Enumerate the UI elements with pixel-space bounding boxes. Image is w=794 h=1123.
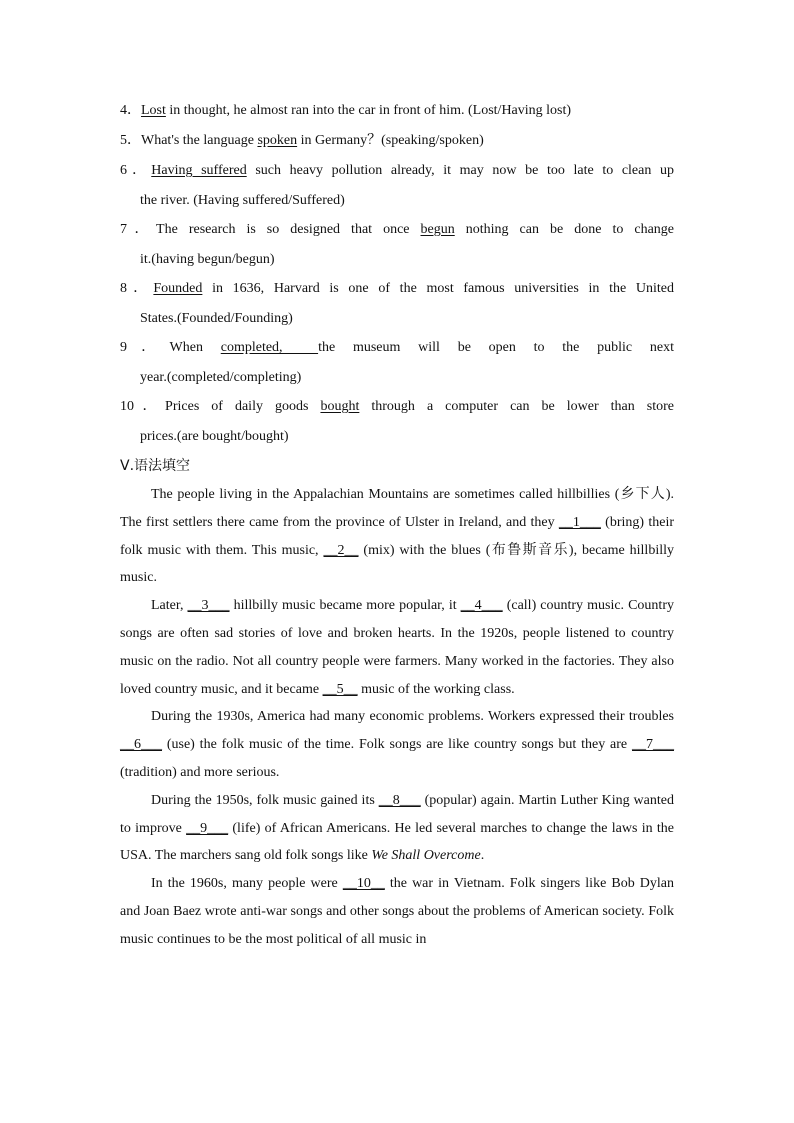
question-text: Prices of daily goods <box>165 399 321 414</box>
question-continuation: the river. (Having suffered/Suffered) <box>140 192 345 208</box>
passage-text: During the 1930s, America had many economic problems. Workers expressed their troubles <box>151 709 674 725</box>
question-continuation: year.(completed/completing) <box>140 369 302 385</box>
passage-text: (bring) their folk music with them. This music, <box>120 514 674 558</box>
question-text: the museum will be open to the public next <box>318 340 675 355</box>
question-text: such heavy pollution already, it may now be too late to clean up <box>246 163 674 178</box>
passage-text: (call) country music. Country songs are often sad stories of love and broken hearts. In the 1920s, people listened to country music on the radio. Not all country people were farmers. Many worked in the factories. They also loved country music, and it became <box>120 598 674 697</box>
passage-paragraph-2 <box>120 592 674 703</box>
passage-text: . <box>480 848 485 864</box>
question-number: 5． <box>120 133 141 148</box>
question-line <box>120 215 674 245</box>
answer: spoken <box>257 133 298 148</box>
passage-paragraph-5 <box>120 870 674 953</box>
question-line <box>120 274 674 304</box>
blank-5: __5__ <box>322 681 358 697</box>
blank-3: __3___ <box>187 598 230 614</box>
question-text: When <box>169 340 221 355</box>
question-number: 8． <box>120 281 154 296</box>
question-line <box>120 333 674 363</box>
question-continuation: prices.(are bought/bought) <box>140 428 289 444</box>
blank-7: __7___ <box>632 737 674 753</box>
passage-text: hillbilly music became more popular, it <box>229 598 461 614</box>
passage-text: (mix) with the blues (布鲁斯音乐), became hillbilly music. <box>120 542 674 586</box>
passage-text: (life) of African Americans. He led several marches to change the laws in the USA. The marchers sang old folk songs like <box>120 820 674 864</box>
question-8 <box>120 274 674 333</box>
question-text: in 1636, Harvard is one of the most famous universities in the United <box>202 281 675 296</box>
song-title: We Shall Overcome <box>371 848 481 864</box>
question-line <box>120 156 674 186</box>
blank-2: __2__ <box>323 542 359 558</box>
question-text: through a computer can be lower than store <box>359 399 674 414</box>
question-7 <box>120 215 674 274</box>
answer: completed, <box>220 340 319 355</box>
answer: Having suffered <box>151 163 247 178</box>
question-number: 7． <box>120 222 157 237</box>
question-continuation: it.(having begun/begun) <box>140 251 275 267</box>
blank-4: __4___ <box>460 598 503 614</box>
passage-text: During the 1950s, folk music gained its <box>151 792 379 808</box>
passage-text: music of the working class. <box>357 681 515 697</box>
question-text: nothing can be done to change <box>454 222 674 237</box>
blank-6: __6___ <box>120 737 162 753</box>
passage-paragraph-3 <box>120 703 674 786</box>
question-line <box>120 392 674 422</box>
question-6 <box>120 156 674 215</box>
passage-text: (tradition) and more serious. <box>120 764 280 780</box>
passage-text: Later, <box>151 598 188 614</box>
cloze-passage <box>120 481 674 954</box>
answer: bought <box>320 399 360 414</box>
question-number: 9． <box>120 340 170 355</box>
passage-paragraph-1 <box>120 481 674 592</box>
question-4 <box>120 96 674 126</box>
question-number: 4． <box>120 103 141 118</box>
blank-8: __8___ <box>378 792 421 808</box>
question-continuation: States.(Founded/Founding) <box>140 310 293 326</box>
question-number: 6． <box>120 163 152 178</box>
passage-text: the war in Vietnam. Folk singers like Bob Dylan and Joan Baez wrote anti-war songs and other songs about the problems of American society. Folk music continues to be the most political of all music in <box>120 876 674 947</box>
passage-text: (use) the folk music of the time. Folk songs are like country songs but they are <box>162 737 632 753</box>
question-5 <box>120 126 674 156</box>
passage-text: (popular) again. Martin Luther King wanted to improve <box>120 792 674 836</box>
blank-1: __1___ <box>558 514 601 530</box>
passage-text: The people living in the Appalachian Mountains are sometimes called hillbillies (乡下人). The first settlers there came from the province of Ulster in Ireland, and they <box>120 487 674 530</box>
question-9 <box>120 333 674 392</box>
document-content <box>120 96 674 954</box>
answer: Founded <box>153 281 203 296</box>
question-text: in thought, he almost ran into the car in front of him. (Lost/Having lost) <box>165 103 572 118</box>
question-10 <box>120 392 674 451</box>
answer: begun <box>420 222 455 237</box>
blank-10: __10__ <box>342 876 385 892</box>
passage-text: In the 1960s, many people were <box>151 876 343 892</box>
answer: Lost <box>141 103 166 118</box>
question-text: What's the language <box>141 133 258 148</box>
question-text: The research is so designed that once <box>156 222 421 237</box>
section-heading: Ⅴ.语法填空 <box>120 458 191 474</box>
question-number: 10． <box>120 399 166 414</box>
question-text: in Germany？(speaking/spoken) <box>297 133 484 148</box>
blank-9: __9___ <box>186 820 229 836</box>
passage-paragraph-4 <box>120 787 674 870</box>
